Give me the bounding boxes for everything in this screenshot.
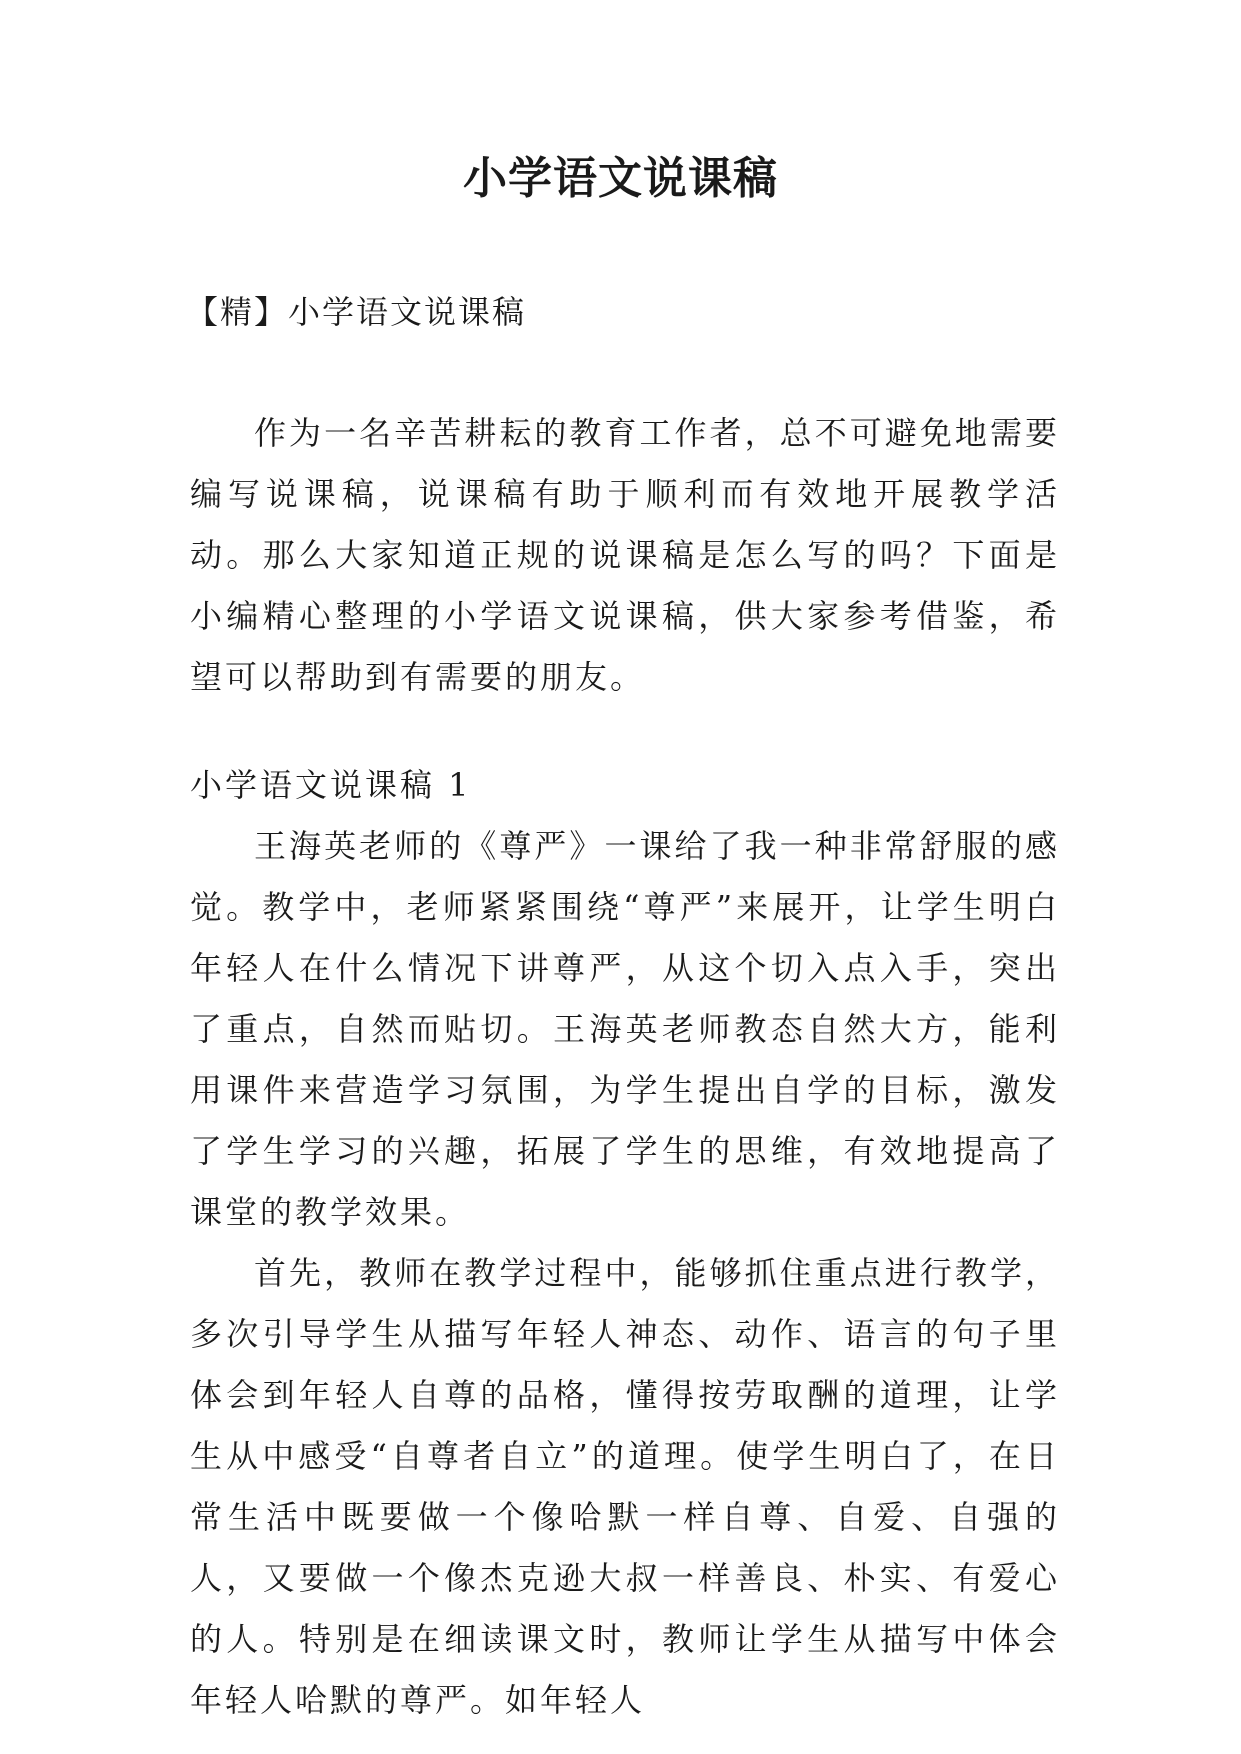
section-heading: 小学语文说课稿 1 bbox=[190, 766, 472, 804]
section-1 bbox=[190, 755, 1060, 1731]
intro-block bbox=[190, 403, 1060, 708]
body-paragraph-1: 王海英老师的《尊严》一课给了我一种非常舒服的感觉。教学中，老师紧紧围绕“尊严”来展开，让学生明白年轻人在什么情况下讲尊严，从这个切入点入手，突出了重点，自然而贴切。王海英老师教态自然大方，能利用课件来营造学习氛围，为学生提出自学的目标，激发了学生学习的兴趣，拓展了学生的思维，有效地提高了课堂的教学效果。 bbox=[190, 827, 1060, 1231]
body-paragraph-2: 首先，教师在教学过程中，能够抓住重点进行教学，多次引导学生从描写年轻人神态、动作、语言的句子里体会到年轻人自尊的品格，懂得按劳取酬的道理，让学生从中感受“自尊者自立”的道理。使学生明白了，在日常生活中既要做一个像哈默一样自尊、自爱、自强的人，又要做一个像杰克逊大叔一样善良、朴实、有爱心的人。特别是在细读课文时，教师让学生从描写中体会年轻人哈默的尊严。如年轻人 bbox=[190, 1254, 1060, 1719]
document-title: 小学语文说课稿 bbox=[463, 153, 778, 204]
intro-paragraph: 作为一名辛苦耕耘的教育工作者，总不可避免地需要编写说课稿，说课稿有助于顺利而有效地开展教学活动。那么大家知道正规的说课稿是怎么写的吗？下面是小编精心整理的小学语文说课稿，供大家参考借鉴，希望可以帮助到有需要的朋友。 bbox=[190, 414, 1060, 696]
document-subtitle: 【精】小学语文说课稿 bbox=[186, 293, 527, 331]
